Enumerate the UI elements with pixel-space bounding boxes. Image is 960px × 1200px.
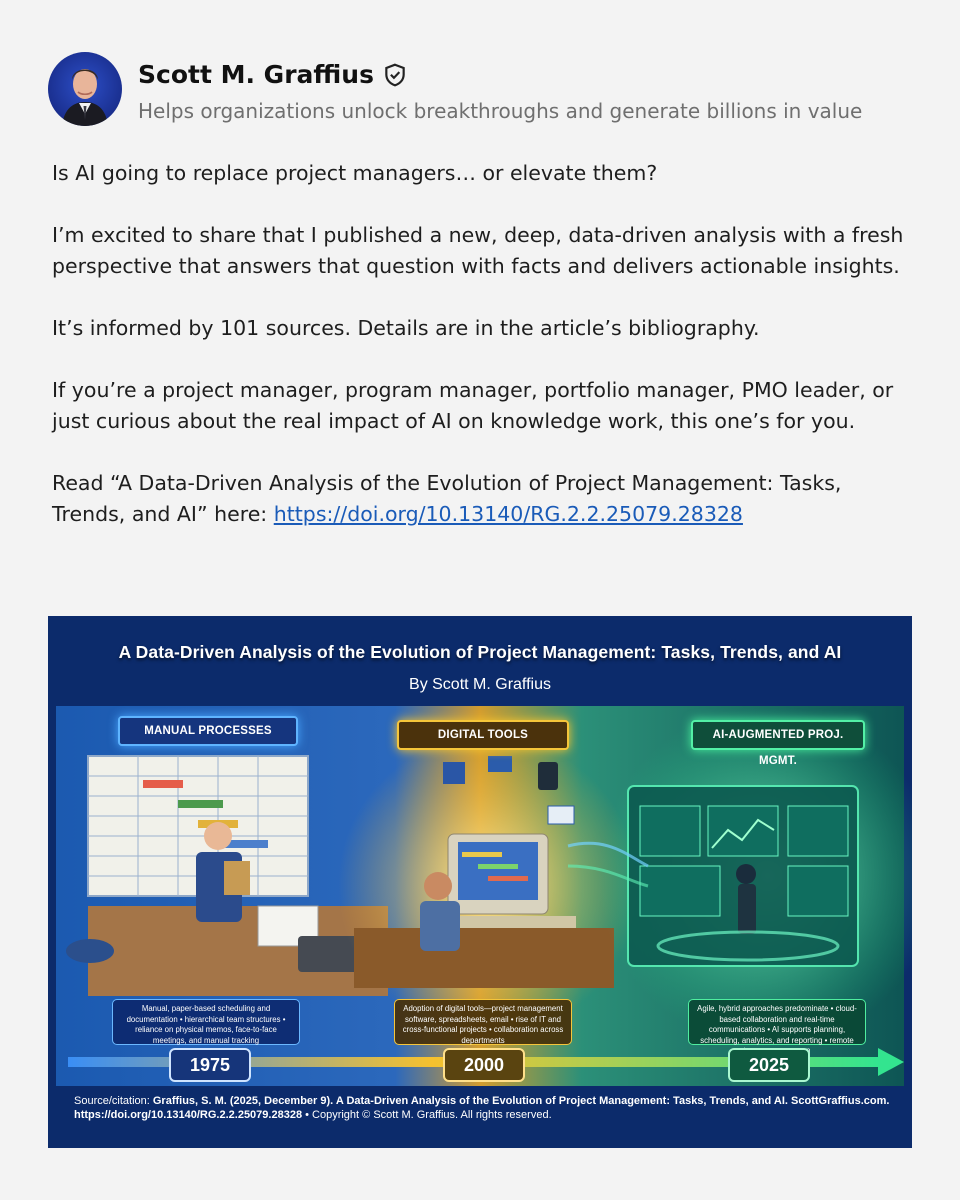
avatar-portrait <box>48 52 122 126</box>
era-label-digital: DIGITAL TOOLS <box>397 720 569 750</box>
post-body <box>52 158 912 561</box>
infographic-title: A Data-Driven Analysis of the Evolution of Project Management: Tasks, Trends, and AI <box>118 642 842 662</box>
article-doi-link[interactable]: https://doi.org/10.13140/RG.2.2.25079.28328 <box>273 502 743 526</box>
post-read-paragraph <box>52 468 912 530</box>
era-label-manual: MANUAL PROCESSES <box>118 716 298 746</box>
post-paragraph: It’s informed by 101 sources. Details are in the article’s bibliography. <box>52 316 760 340</box>
year-badge-1975: 1975 <box>169 1048 251 1082</box>
source-citation <box>74 1094 904 1122</box>
source-prefix: Source/citation: <box>74 1095 153 1107</box>
era-caption-manual: Manual, paper-based scheduling and documentation • hierarchical team structures • reliance on physical memos, face-to-face meetings, and manual tracking <box>112 999 300 1045</box>
post-paragraph: Is AI going to replace project managers… or elevate them? <box>52 161 658 185</box>
year-badge-2025: 2025 <box>728 1048 810 1082</box>
post-header <box>48 52 928 132</box>
infographic-image[interactable] <box>48 616 912 1148</box>
year-badge-2000: 2000 <box>443 1048 525 1082</box>
post-paragraph: I’m excited to share that I published a new, deep, data-driven analysis with a fresh perspective that answers that question with facts and delivers actionable insights. <box>52 223 904 278</box>
read-prefix: Read “A Data-Driven Analysis of the Evolution of Project Management: Tasks, Trends, and AI” here: <box>52 471 842 526</box>
era-caption-digital: Adoption of digital tools—project management software, spreadsheets, email • rise of IT and cross-functional projects • collaboration across departments <box>394 999 572 1045</box>
avatar[interactable] <box>48 52 122 126</box>
era-label-ai: AI-AUGMENTED PROJ. MGMT. <box>691 720 865 750</box>
shield-check-icon <box>382 62 408 88</box>
source-copyright: • Copyright © Scott M. Graffius. All rights reserved. <box>302 1109 552 1121</box>
post-paragraph: If you’re a project manager, program manager, portfolio manager, PMO leader, or just curious about the real impact of AI on knowledge work, this one’s for you. <box>52 378 894 433</box>
infographic-byline: By Scott M. Graffius <box>409 676 551 693</box>
author-name[interactable]: Scott M. Graffius <box>138 60 374 89</box>
author-name-row <box>138 60 408 89</box>
source-reference: Graffius, S. M. (2025, December 9). A Data-Driven Analysis of the Evolution of Project Management: Tasks, Trends, and AI. ScottGraffius.com. https://doi.org/10.13140/RG.2.2.25079.28328 <box>74 1095 890 1121</box>
author-tagline: Helps organizations unlock breakthroughs and generate billions in value <box>138 99 863 123</box>
era-caption-ai: Agile, hybrid approaches predominate • cloud-based collaboration and real-time communications • AI supports planning, scheduling, analytics, and reporting • remote <box>688 999 866 1045</box>
